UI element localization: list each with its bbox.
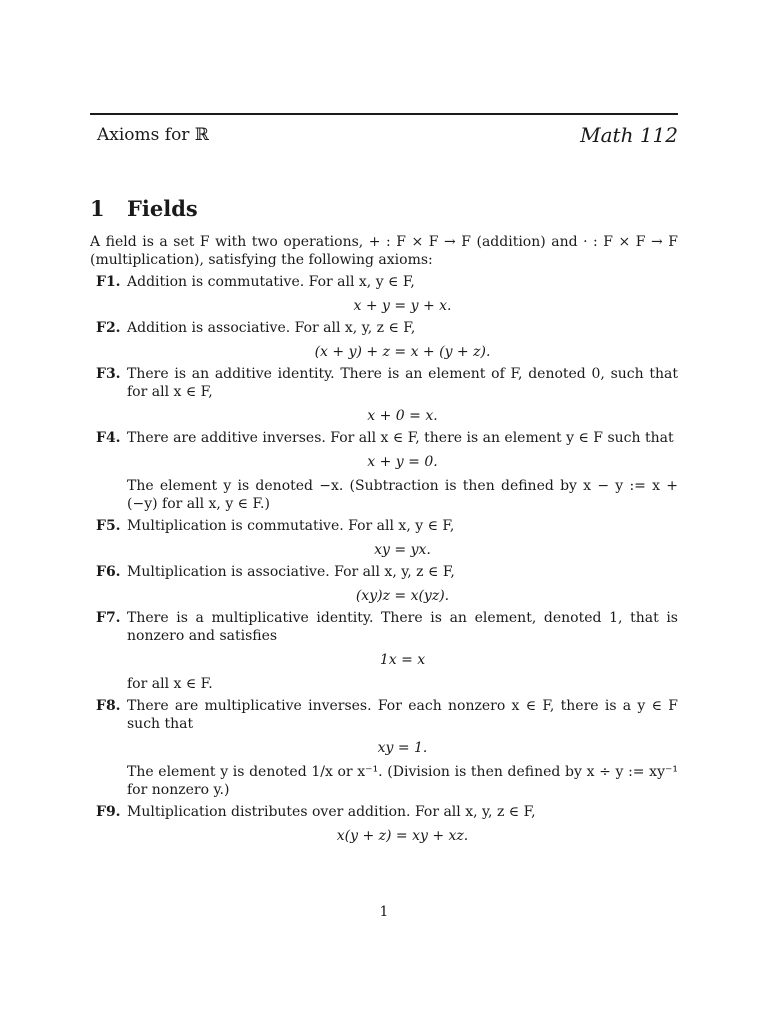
- axiom-equation: x(y + z) = xy + xz.: [336, 828, 469, 844]
- axiom-f3: [90, 365, 678, 425]
- header-rule: [90, 113, 678, 115]
- axiom-label: F5.: [96, 518, 121, 534]
- axiom-equation: 1x = x: [379, 652, 426, 668]
- axiom-f2: [90, 319, 678, 361]
- running-title: Axioms for ℝ: [97, 125, 209, 145]
- axiom-note: for all x ∈ F.: [127, 676, 213, 692]
- axiom-f7: [90, 609, 678, 693]
- section-number: 1: [90, 196, 105, 221]
- intro-paragraph: A field is a set F with two operations, + : F × F → F (addition) and · : F × F → F (multiplication), satisfying the following axioms:: [90, 234, 678, 268]
- axiom-note: The element y is denoted −x. (Subtraction is then defined by x − y := x + (−y) for all x, y ∈ F.): [127, 478, 678, 512]
- axiom-equation: (x + y) + z = x + (y + z).: [314, 344, 491, 360]
- axiom-f6: [90, 563, 678, 605]
- axiom-label: F7.: [96, 610, 121, 626]
- axiom-label: F6.: [96, 564, 121, 580]
- page-number: 1: [379, 904, 389, 920]
- axiom-label: F1.: [96, 274, 121, 290]
- section-heading: [90, 196, 198, 221]
- axiom-statement: Addition is commutative. For all x, y ∈ F,: [127, 274, 415, 290]
- axiom-statement: Multiplication is associative. For all x, y, z ∈ F,: [127, 564, 455, 580]
- axiom-label: F8.: [96, 698, 121, 714]
- axiom-note: The element y is denoted 1/x or x⁻¹. (Division is then defined by x ÷ y := xy⁻¹ for nonzero y.): [127, 764, 678, 798]
- section-title: Fields: [127, 196, 198, 221]
- axiom-equation: xy = yx.: [374, 542, 431, 558]
- axiom-f1: [90, 273, 678, 315]
- axiom-label: F4.: [96, 430, 121, 446]
- axiom-f4: [90, 429, 678, 513]
- section-body: [90, 233, 678, 849]
- axiom-label: F3.: [96, 366, 121, 382]
- axiom-label: F9.: [96, 804, 121, 820]
- axiom-statement: There is a multiplicative identity. There is an element, denoted 1, that is nonzero and satisfies: [127, 610, 678, 644]
- axiom-statement: There are multiplicative inverses. For each nonzero x ∈ F, there is a y ∈ F such that: [127, 698, 678, 732]
- axiom-statement: There are additive inverses. For all x ∈ F, there is an element y ∈ F such that: [127, 430, 674, 446]
- axiom-statement: Multiplication is commutative. For all x, y ∈ F,: [127, 518, 455, 534]
- axiom-statement: Addition is associative. For all x, y, z ∈ F,: [127, 320, 416, 336]
- axiom-equation: x + 0 = x.: [367, 408, 438, 424]
- axiom-equation: x + y = 0.: [367, 454, 438, 470]
- axiom-equation: (xy)z = x(yz).: [355, 588, 450, 604]
- axiom-equation: xy = 1.: [377, 740, 428, 756]
- axiom-f9: [90, 803, 678, 845]
- axiom-label: F2.: [96, 320, 121, 336]
- axiom-statement: There is an additive identity. There is an element of F, denoted 0, such that for all x ∈ F,: [127, 366, 678, 400]
- axiom-f5: [90, 517, 678, 559]
- course-name: Math 112: [580, 123, 678, 147]
- axiom-equation: x + y = y + x.: [353, 298, 452, 314]
- axiom-statement: Multiplication distributes over addition. For all x, y, z ∈ F,: [127, 804, 536, 820]
- axiom-f8: [90, 697, 678, 799]
